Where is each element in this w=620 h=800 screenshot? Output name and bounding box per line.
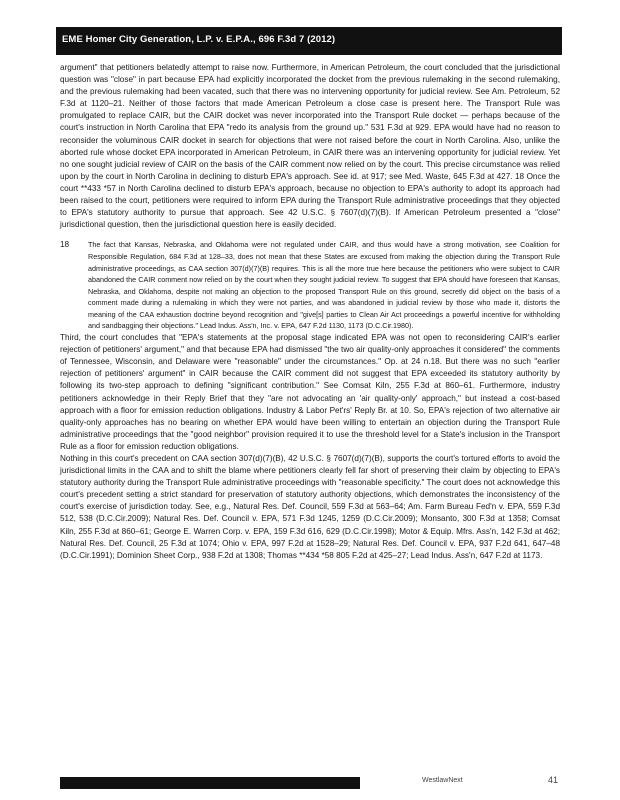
page-number: 41 — [548, 775, 559, 785]
footer-redaction-bar — [60, 777, 360, 789]
document-header-bar — [56, 27, 562, 55]
body-paragraph-1: argument" that petitioners belatedly attempt to raise now. Furthermore, in American Petroleum, the court concluded that the jurisdictional question was "close" in part because EPA had explicitly incorporated the docket from the previous rulemaking in the second rulemaking, and the previous rulemaking had been vacated, such that there was no intervening opportunity for judicial review. See Am. Petroleum, 52 F.3d at 1120–21. Neither of those factors that made American Petroleum a close case is present here. The Transport Rule was promulgated to replace CAIR, but the CAIR docket was never incorporated into the Transport Rule docket — perhaps because of the court's instruction in North Carolina that EPA "redo its analysis from the ground up." 531 F.3d at 929. EPA would have had no reason to reconsider the voluminous CAIR docket in search for objections that were not raised before the court in North Carolina. Also, unlike the aborted rule whose docket EPA incorporated in American Petroleum, in CAIR there was an intervening opportunity for judicial review. Yet no one sought judicial review of CAIR on the basis of the CAIR comment now relied on by the court. This precise circumstance was relied upon by the court in North Carolina in declining to disturb EPA's approach. See id. at 917; see Med. Waste, 645 F.3d at 427. 18 Once the court **433 *57 in North Carolina declined to disturb EPA's approach, because no objection to EPA's authority to adopt its approach had been raised to the court, petitioners were required to inform EPA during the Transport Rule administrative proceedings that they objected to EPA's statutory authority to pursue that approach. See 42 U.S.C. § 7607(d)(7)(B). If American Petroleum presented a "close" jurisdictional question, then the jurisdictional question here is easily decided. — [60, 63, 560, 230]
case-title: EME Homer City Generation, L.P. v. E.P.A., 696 F.3d 7 (2012) — [62, 34, 336, 45]
body-paragraph-2: Third, the court concludes that "EPA's statements at the proposal stage indicated EPA was not open to reconsidering CAIR's earlier rejection of petitioners' argument," and that because EPA had dismissed "the two air quality-only approaches it considered" the comments of Tennessee, Wisconsin, and Delaware were "reasonable" under the circumstances." Op. at 24 n.18. But there was no such "earlier rejection of petitioners' argument" in CAIR because the CAIR comment did not suggest that EPA exceeded its statutory authority by following its two-step approach to defining "significant contribution." See Comsat Kiln, 255 F.3d at 860–61. Furthermore, industry petitioners acknowledge in their Reply Brief that they "are not advocating an 'air quality-only' approach," but instead a cost-based approach with a floor for emission reduction obligations. Industry & Labor Pet'rs' Reply Br. at 10. So, EPA's rejection of two alternative air quality-only approaches has no bearing on whether EPA would have been willing to entertain an objection during the Transport Rule administrative proceedings that the "good neighbor" provision required it to use the threshold level for a State's inclusion in the Transport Rule as a floor for emission reduction obligations. — [60, 333, 560, 451]
footnote-number: 18 — [60, 240, 70, 250]
body-paragraph-3: Nothing in this court's precedent on CAA section 307(d)(7)(B), 42 U.S.C. § 7607(d)(7)(B), supports the court's tortured efforts to avoid the jurisdictional limits in the CAA and to shift the blame where petitioners clearly fell far short of preserving their claim by objecting to EPA's statutory authority during the Transport Rule administrative proceedings with "reasonable specificity." The court does not acknowledge this court's precedent setting a strict standard for preservation of statutory authority objections, which demonstrates the inconsistency of the court's exercise of jurisdiction today. See, e.g., Natural Res. Def. Council, 559 F.3d at 563–64; Am. Farm Bureau Fed'n v. EPA, 559 F.3d 512, 538 (D.C.Cir.2009); Natural Res. Def. Council v. EPA, 571 F.3d 1245, 1259 (D.C.Cir.2009); Monsanto, 300 F.3d at 1358; Comsat Kiln, 255 F.3d at 860–61; George E. Warren Corp. v. EPA, 159 F.3d 616, 629 (D.C.Cir.1998); Motor & Equip. Mfrs. Ass'n, 142 F.3d at 462; Natural Res. Def. Council, 25 F.3d at 1074; Ohio v. EPA, 997 F.2d at 1528–29; Natural Res. Def. Council v. EPA, 937 F.2d 641, 647–48 (D.C.Cir.1991); Dominion Sheet Corp., 938 F.2d at 1308; Thomas **434 *58 805 F.2d at 425–27; Lead Indus. Ass'n, 647 F.2d at 1173. — [60, 454, 560, 560]
document-body — [60, 62, 560, 562]
footnote-text: The fact that Kansas, Nebraska, and Oklahoma were not regulated under CAIR, and thus would have a strong motivation, see Coalition for Responsible Regulation, 684 F.3d at 128–33, does not mean that these States are excused from making the objection during the Transport Rule administrative proceedings, as CAA section 307(d)(7)(B) requires. This is all the more true here because the petitioners who were subject to CAIR abandoned the CAIR comment now relied on by the court when they sought judicial review. To suggest that EPA should have foreseen that Kansas, Nebraska, and Oklahoma, despite not making an objection to the proposed Transport Rule on this ground, secretly did object on the basis of a comment made during a rulemaking in which they were not parties, and was abandoned in judicial review by those who made it, distorts the meaning of the CAA exhaustion doctrine beyond recognition and "give[s] parties to Clean Air Act proceedings a powerful incentive for withholding and sandbagging their objections." Lead Indus. Ass'n, Inc. v. EPA, 647 F.2d 1130, 1173 (D.C.Cir.1980). — [88, 240, 560, 331]
footnote-18 — [60, 239, 560, 332]
footer-source-label: WestlawNext — [422, 777, 463, 784]
